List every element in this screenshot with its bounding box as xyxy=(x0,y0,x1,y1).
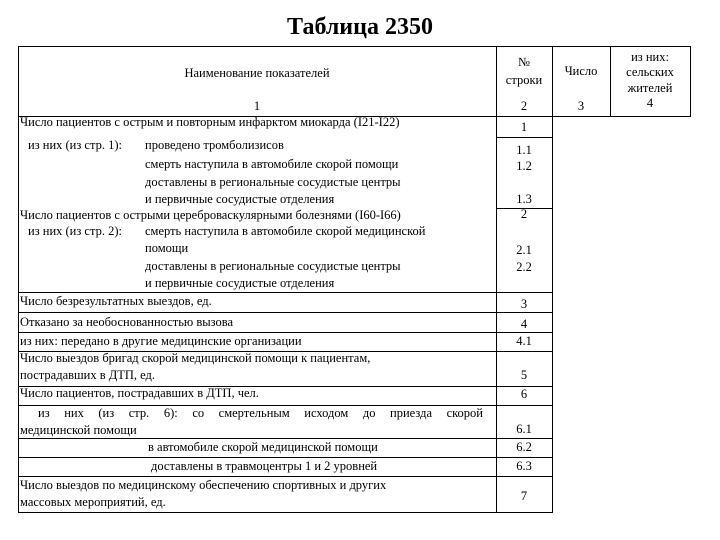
row-line xyxy=(18,457,553,458)
row-label: Число выездов по медицинскому обеспечению спортивных и других xyxy=(20,478,387,492)
row-line xyxy=(18,292,553,293)
row-label: и первичные сосудистые отделения xyxy=(145,192,335,206)
header-rural: жителей xyxy=(627,81,673,95)
row-number: 1.2 xyxy=(516,159,532,173)
row-number: 6.3 xyxy=(516,459,532,473)
row-label: и первичные сосудистые отделения xyxy=(145,276,335,290)
header-rural: из них: xyxy=(631,50,669,64)
row-label: проведено тромболизисов xyxy=(145,138,284,152)
row-number: 5 xyxy=(520,368,528,382)
table-border-right xyxy=(690,46,691,116)
row-number: 4 xyxy=(520,317,528,331)
row-number: 6 xyxy=(520,387,528,401)
row-label: Число безрезультатных выездов, ед. xyxy=(20,294,212,308)
table-border-top xyxy=(18,46,691,47)
row-label: Число пациентов, пострадавших в ДТП, чел. xyxy=(20,386,259,400)
row-label: смерть наступила в автомобиле скорой медицинской xyxy=(145,224,426,238)
column-number-4: 4 xyxy=(646,96,654,110)
row-number: 2 xyxy=(520,207,528,221)
table-title: Таблица 2350 xyxy=(287,14,433,40)
header-indicator-name: Наименование показателей xyxy=(184,66,330,80)
row-label: Число пациентов с острым и повторным инфарктом миокарда (I21-I22) xyxy=(20,115,400,129)
table-border-bottom xyxy=(18,512,553,513)
header-rural: сельских xyxy=(626,65,674,79)
row-number: 2.2 xyxy=(516,260,532,274)
row-number: 2.1 xyxy=(516,243,532,257)
row-label: массовых мероприятий, ед. xyxy=(20,495,166,509)
row-label: доставлены в региональные сосудистые центры xyxy=(145,259,401,273)
row-label: доставлены в травмоцентры 1 и 2 уровней xyxy=(151,459,378,473)
header-row-number-symbol: № xyxy=(518,55,530,69)
column-number-2: 2 xyxy=(520,99,528,113)
row-label: помощи xyxy=(145,241,189,255)
row-line xyxy=(18,438,553,439)
row-label: смерть наступила в автомобиле скорой помощи xyxy=(145,157,399,171)
row-number: 1 xyxy=(520,120,528,134)
row-number: 1.1 xyxy=(516,143,532,157)
row-number: 4.1 xyxy=(516,334,532,348)
row-number: 7 xyxy=(520,489,528,503)
row-line xyxy=(18,332,553,333)
row-prefix: из них (из стр. 1): xyxy=(28,138,122,152)
row-label: Число пациентов с острыми цереброваскулярными болезнями (I60-I66) xyxy=(20,208,401,222)
column-number-1: 1 xyxy=(253,99,261,113)
row-number: 6.1 xyxy=(516,422,532,436)
row-label: медицинской помощи xyxy=(20,423,137,437)
row-label: Отказано за необоснованностью вызова xyxy=(20,315,234,329)
row-line xyxy=(496,137,553,138)
row-label: из них: передано в другие медицинские организации xyxy=(20,334,302,348)
row-number: 6.2 xyxy=(516,440,532,454)
header-count: Число xyxy=(564,64,598,78)
row-label: пострадавших в ДТП, ед. xyxy=(20,368,156,382)
row-prefix: из них (из стр. 2): xyxy=(28,224,122,238)
row-label: из них (из стр. 6): со смертельным исходом до приезда скорой xyxy=(38,406,483,420)
row-line xyxy=(18,312,553,313)
row-number: 3 xyxy=(520,297,528,311)
row-label: в автомобиле скорой медицинской помощи xyxy=(148,440,378,454)
header-row-number: строки xyxy=(505,73,543,87)
row-label: Число выездов бригад скорой медицинской помощи к пациентам, xyxy=(20,351,371,365)
row-line xyxy=(18,476,553,477)
statistics-table xyxy=(18,46,691,513)
row-number: 1.3 xyxy=(516,192,532,206)
column-number-3: 3 xyxy=(577,99,585,113)
row-label: доставлены в региональные сосудистые центры xyxy=(145,175,401,189)
